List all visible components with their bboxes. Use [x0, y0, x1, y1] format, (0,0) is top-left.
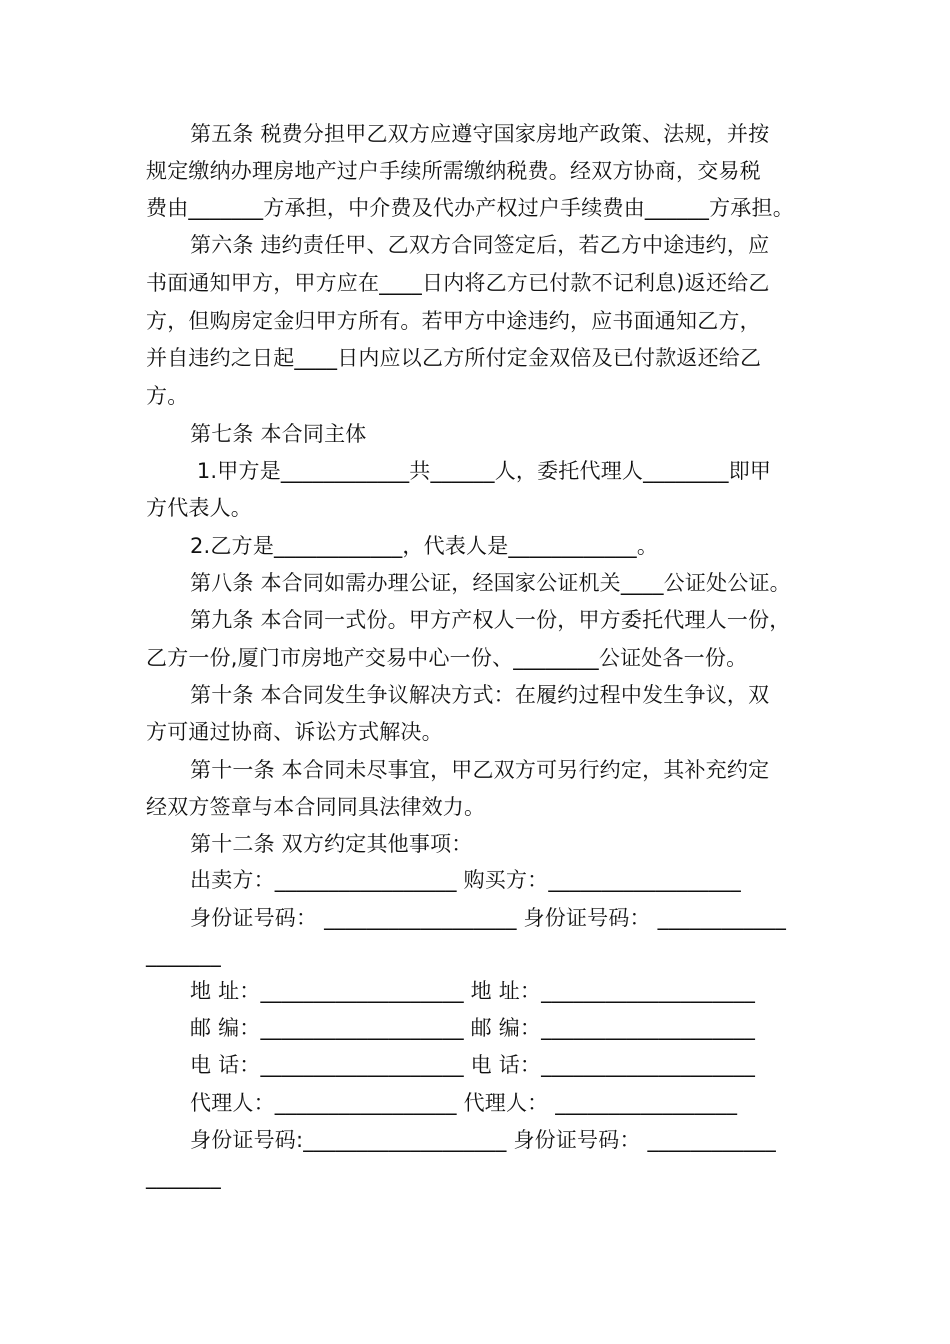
article-7-party-a-line-1: 1.甲方是____________共______人，委托代理人________即甲 — [190, 459, 772, 483]
article-6-line-5: 方。 — [146, 384, 189, 408]
phone-line: 电 话：___________________ 电 话：____________________ — [190, 1053, 756, 1077]
article-8: 第八条 本合同如需办理公证，经国家公证机关____公证处公证。 — [190, 571, 791, 595]
id-number-line-1: 身份证号码： __________________ 身份证号码： ____________ — [190, 906, 787, 930]
article-9-line-1: 第九条 本合同一式份。甲方产权人一份，甲方委托代理人一份， — [190, 608, 791, 632]
article-9-line-2: 乙方一份,厦门市房地产交易中心一份、________公证处各一份。 — [146, 646, 748, 670]
article-5-line-1: 第五条 税费分担甲乙双方应遵守国家房地产政策、法规，并按 — [190, 122, 770, 146]
article-6-line-2: 书面通知甲方，甲方应在____日内将乙方已付款不记利息)返还给乙 — [146, 271, 770, 295]
article-11-line-2: 经双方签章与本合同同具法律效力。 — [146, 795, 486, 819]
postcode-line: 邮 编：___________________ 邮 编：____________________ — [190, 1016, 756, 1040]
article-10-line-1: 第十条 本合同发生争议解决方式：在履约过程中发生争议，双 — [190, 683, 770, 707]
id-number-line-1-continued: _______ — [146, 943, 221, 967]
seller-buyer-line: 出卖方：_________________ 购买方：__________________ — [190, 868, 741, 892]
article-10-line-2: 方可通过协商、诉讼方式解决。 — [146, 720, 443, 744]
article-11-line-1: 第十一条 本合同未尽事宜，甲乙双方可另行约定，其补充约定 — [190, 758, 770, 782]
id-number-line-2: 身份证号码:___________________ 身份证号码： ____________ — [190, 1128, 776, 1152]
agent-line: 代理人：_________________ 代理人： _________________ — [190, 1091, 738, 1115]
article-7-heading: 第七条 本合同主体 — [190, 422, 367, 446]
article-12-heading: 第十二条 双方约定其他事项： — [190, 832, 473, 856]
id-number-line-2-continued: _______ — [146, 1165, 221, 1189]
article-7-party-a-line-2: 方代表人。 — [146, 496, 252, 520]
article-7-party-b: 2.乙方是____________，代表人是____________。 — [190, 534, 659, 558]
address-line: 地 址：___________________ 地 址：____________________ — [190, 979, 756, 1003]
article-6-line-3: 方，但购房定金归甲方所有。若甲方中途违约，应书面通知乙方， — [146, 309, 761, 333]
article-6-line-1: 第六条 违约责任甲、乙双方合同签定后，若乙方中途违约，应 — [190, 233, 770, 257]
article-5-line-3: 费由_______方承担，中介费及代办产权过户手续费由______方承担。 — [146, 196, 794, 220]
article-6-line-4: 并自违约之日起____日内应以乙方所付定金双倍及已付款返还给乙 — [146, 346, 762, 370]
article-5-line-2: 规定缴纳办理房地产过户手续所需缴纳税费。经双方协商，交易税 — [146, 159, 761, 183]
